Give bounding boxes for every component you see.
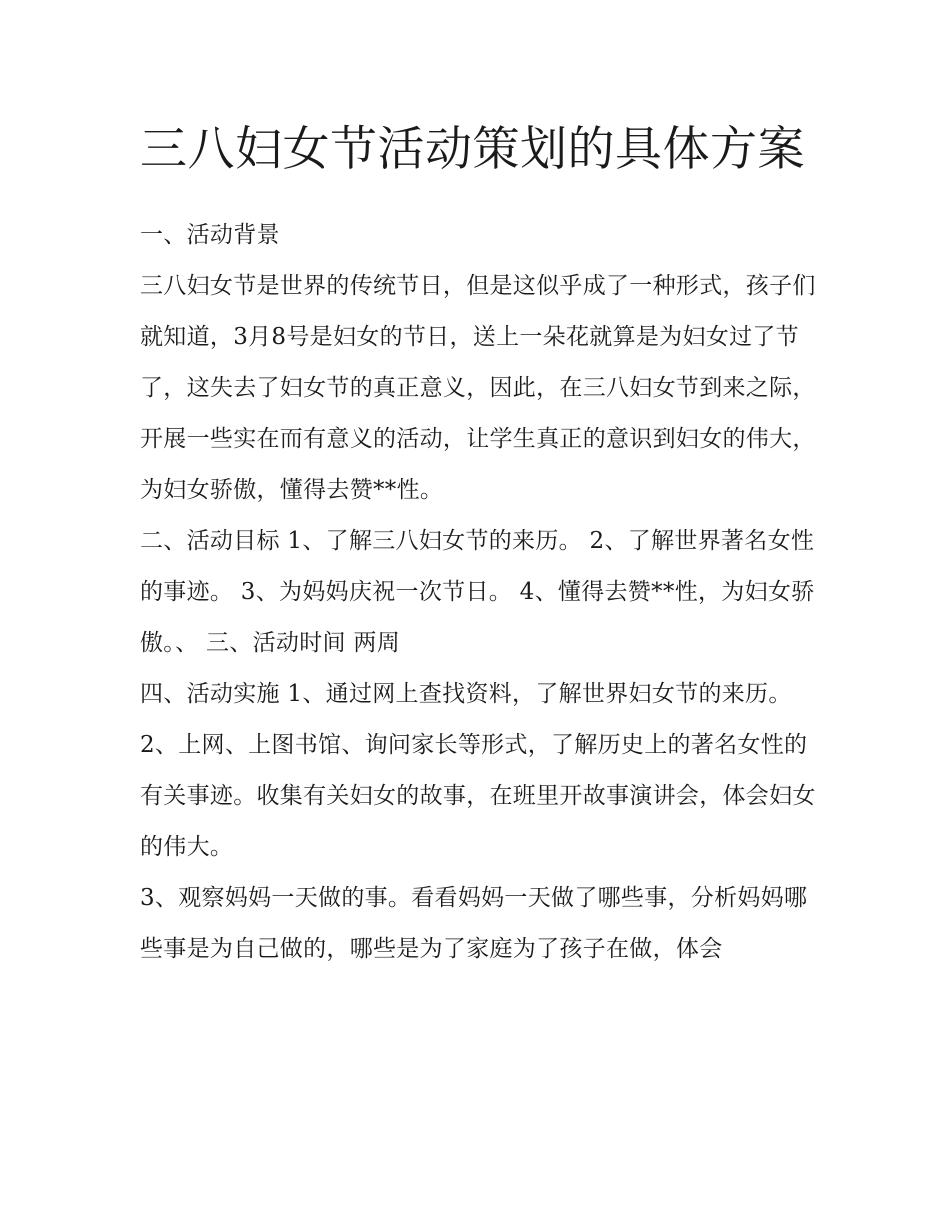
paragraph-background: 三八妇女节是世界的传统节日，但是这似乎成了一种形式，孩子们就知道，3月8号是妇女的节日，送上一朵花就算是为妇女过了节了，这失去了妇女节的真正意义，因此，在三八妇女节到来之际，开展一些实在而有意义的活动，让学生真正的意识到妇女的伟大，为妇女骄傲，懂得去赞**性。 <box>140 273 816 503</box>
paragraph-goals-time: 二、活动目标 1、了解三八妇女节的来历。 2、了解世界著名女性的事迹。 3、为妈妈庆祝一次节日。 4、懂得去赞**性，为妇女骄傲。、 三、活动时间 两周 <box>140 528 815 656</box>
document-page <box>140 112 820 975</box>
paragraph-implementation-2: 2、上网、上图书馆、询问家长等形式，了解历史上的著名女性的有关事迹。收集有关妇女的故事，在班里开故事演讲会，体会妇女的伟大。 <box>140 732 816 860</box>
paragraph-implementation-3: 3、观察妈妈一天做的事。看看妈妈一天做了哪些事，分析妈妈哪些事是为自己做的，哪些是为了家庭为了孩子在做，体会 <box>140 885 808 962</box>
paragraph-implementation-1: 四、活动实施 1、通过网上查找资料，了解世界妇女节的来历。 <box>140 681 792 707</box>
section-heading-background: 一、活动背景 <box>140 222 280 248</box>
document-title: 三八妇女节活动策划的具体方案 <box>140 122 805 177</box>
